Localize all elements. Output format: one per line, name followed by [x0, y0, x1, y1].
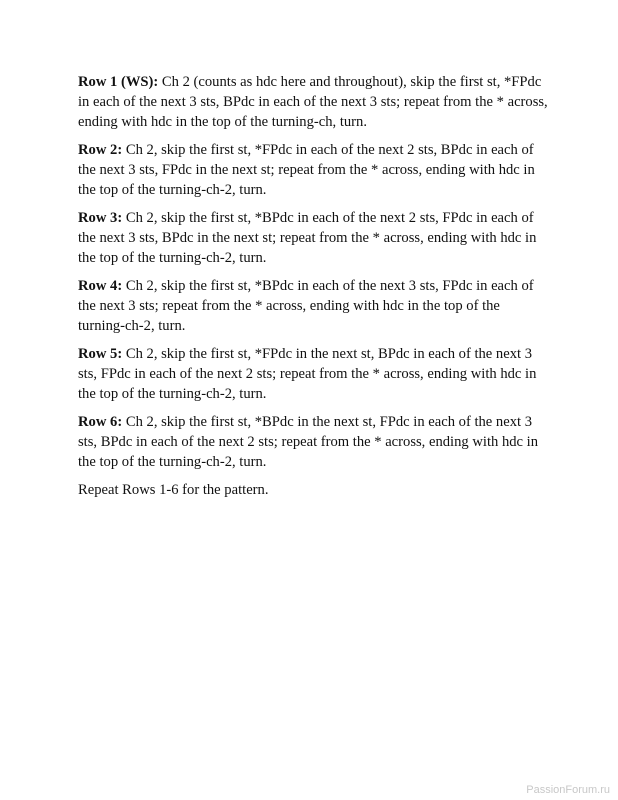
row-3-label: Row 3:: [78, 210, 123, 226]
row-6-text: Ch 2, skip the first st, *BPdc in the next st, FPdc in each of the next 3 sts, BPdc in each of the next 2 sts; repeat from the * across, ending with hdc in the top of the turning-ch-2, turn.: [78, 414, 539, 470]
row-4-paragraph: [78, 276, 548, 336]
row-6-label: Row 6:: [78, 414, 123, 430]
row-1-paragraph: [78, 72, 548, 132]
row-2-paragraph: [78, 140, 548, 200]
document-body: [78, 72, 548, 508]
row-5-paragraph: [78, 344, 548, 404]
row-2-label: Row 2:: [78, 142, 123, 158]
row-1-text: Ch 2 (counts as hdc here and throughout), skip the first st, *FPdc in each of the next 3 sts, BPdc in each of the next 3 sts; repeat from the * across, ending with hdc in the top of the turning-ch, turn.: [78, 74, 548, 130]
row-3-text: Ch 2, skip the first st, *BPdc in each of the next 2 sts, FPdc in each of the next 3 sts, BPdc in the next st; repeat from the * across, ending with hdc in the top of the turning-ch-2, turn.: [78, 210, 537, 266]
row-2-text: Ch 2, skip the first st, *FPdc in each of the next 2 sts, BPdc in each of the next 3 sts, FPdc in the next st; repeat from the * across, ending with hdc in the top of the turning-ch-2, turn.: [78, 142, 535, 198]
row-4-label: Row 4:: [78, 278, 123, 294]
site-watermark: PassionForum.ru: [526, 784, 610, 796]
row-1-label: Row 1 (WS):: [78, 74, 159, 90]
row-5-text: Ch 2, skip the first st, *FPdc in the next st, BPdc in each of the next 3 sts, FPdc in each of the next 2 sts; repeat from the * across, ending with hdc in the top of the turning-ch-2, turn.: [78, 346, 537, 402]
row-3-paragraph: [78, 208, 548, 268]
row-6-paragraph: [78, 412, 548, 472]
row-4-text: Ch 2, skip the first st, *BPdc in each of the next 3 sts, FPdc in each of the next 3 sts; repeat from the * across, ending with hdc in the top of the turning-ch-2, turn.: [78, 278, 534, 334]
row-5-label: Row 5:: [78, 346, 123, 362]
repeat-instruction: Repeat Rows 1-6 for the pattern.: [78, 482, 269, 498]
